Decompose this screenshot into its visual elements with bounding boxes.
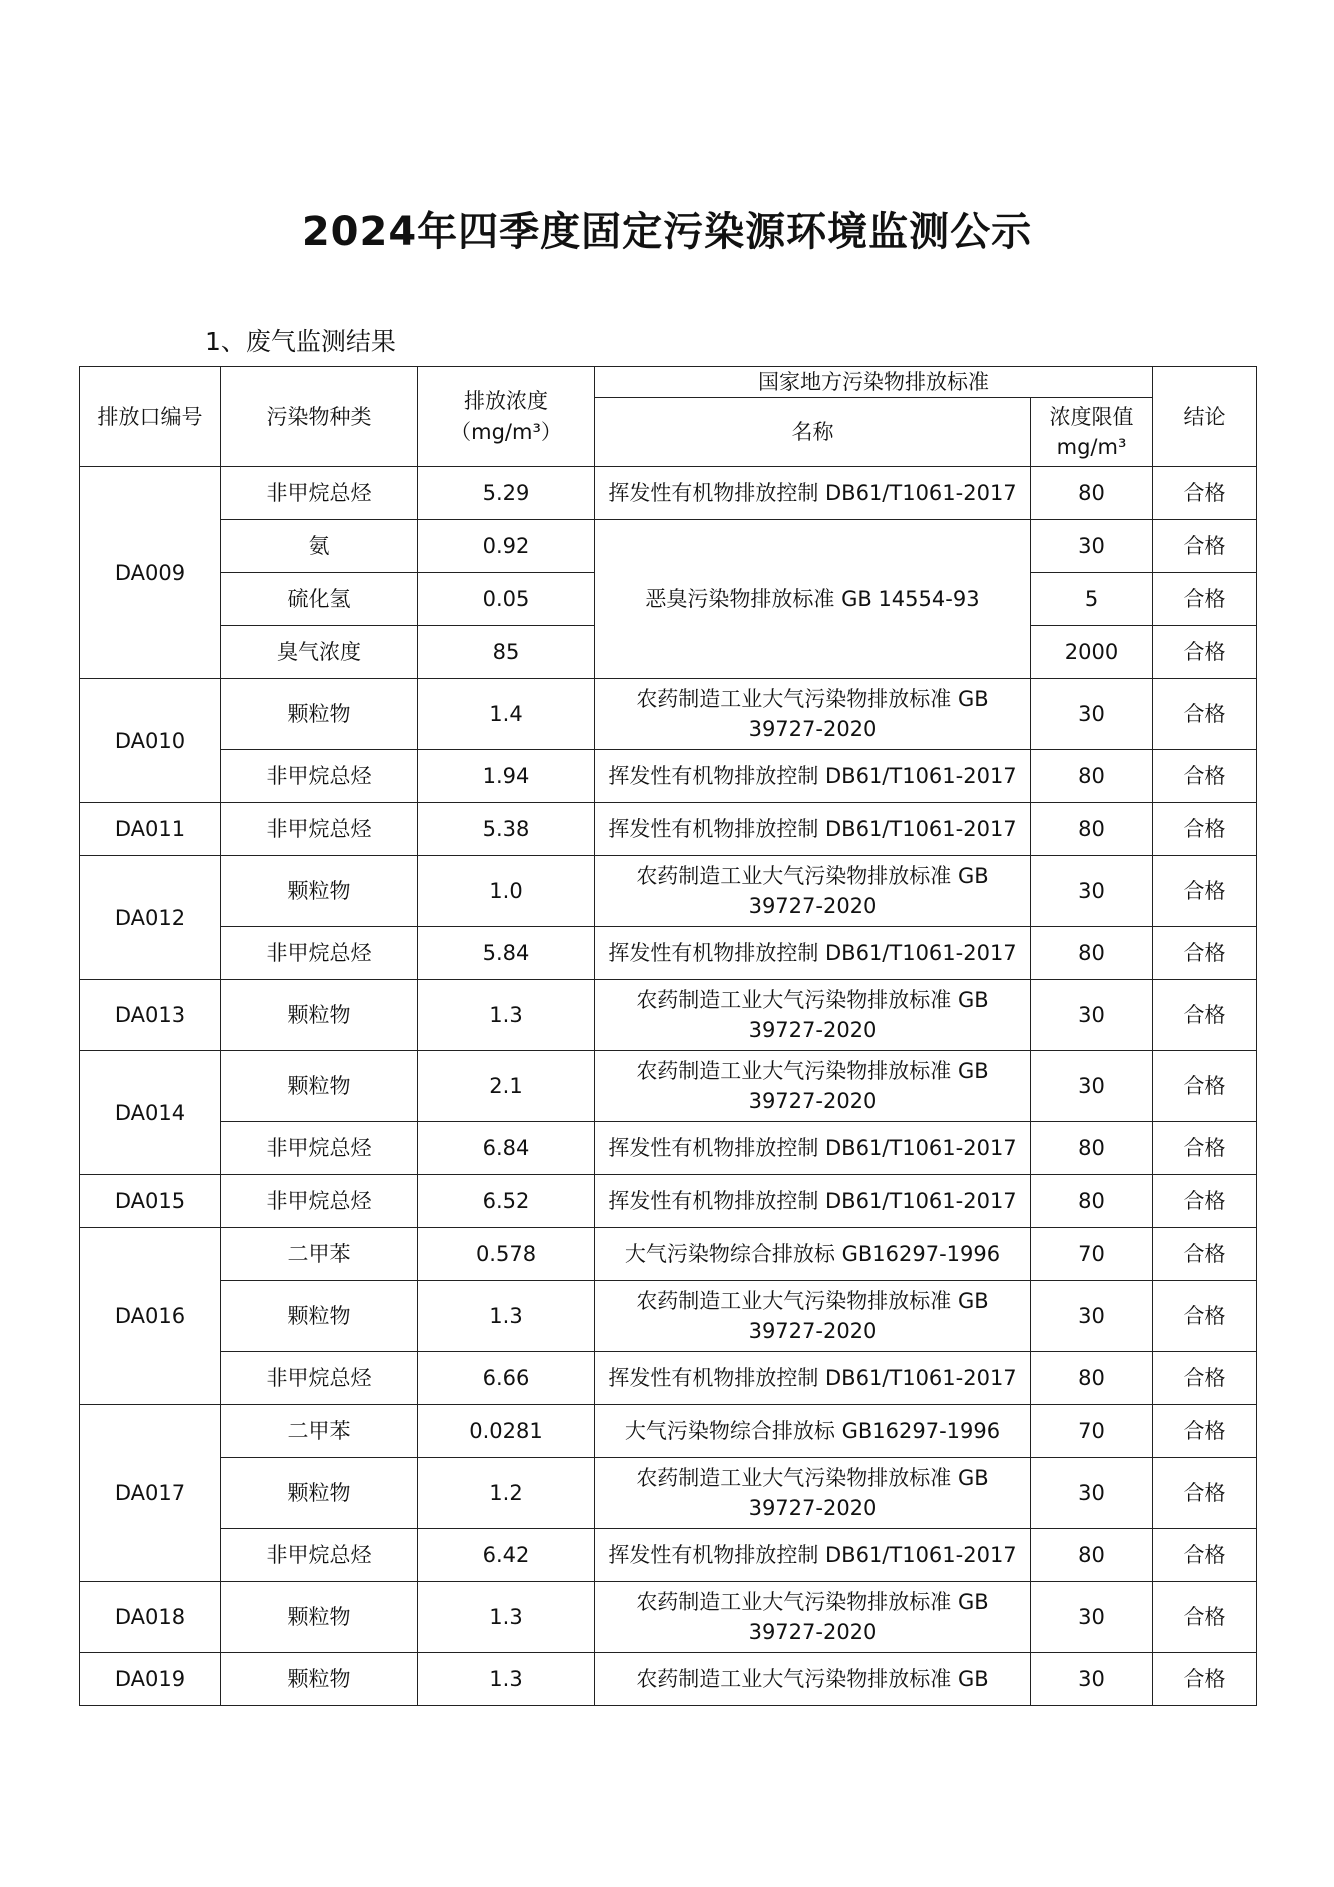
outlet-cell: DA018	[80, 1582, 221, 1653]
pollutant-cell: 氨	[221, 520, 418, 573]
table-row	[80, 1653, 1257, 1706]
table-row	[80, 750, 1257, 803]
pollutant-cell: 二甲苯	[221, 1405, 418, 1458]
standard-cell: 农药制造工业大气污染物排放标准 GB 39727-2020	[595, 1281, 1031, 1352]
outlet-cell: DA015	[80, 1175, 221, 1228]
concentration-cell: 1.3	[418, 980, 595, 1051]
table-row	[80, 1281, 1257, 1352]
concentration-cell: 5.38	[418, 803, 595, 856]
concentration-cell: 6.84	[418, 1122, 595, 1175]
limit-cell: 30	[1031, 1051, 1153, 1122]
standard-cell: 农药制造工业大气污染物排放标准 GB 39727-2020	[595, 1582, 1031, 1653]
concentration-cell: 1.2	[418, 1458, 595, 1529]
limit-cell: 80	[1031, 927, 1153, 980]
result-cell: 合格	[1153, 856, 1257, 927]
standard-cell: 挥发性有机物排放控制 DB61/T1061-2017	[595, 803, 1031, 856]
limit-cell: 70	[1031, 1405, 1153, 1458]
header-limit	[1031, 398, 1153, 467]
limit-cell: 80	[1031, 1529, 1153, 1582]
header-concentration-label: 排放浓度	[464, 389, 548, 414]
standard-cell: 农药制造工业大气污染物排放标准 GB 39727-2020	[595, 1458, 1031, 1529]
waste-gas-results-table	[79, 366, 1257, 1706]
pollutant-cell: 非甲烷总烃	[221, 750, 418, 803]
result-cell: 合格	[1153, 1458, 1257, 1529]
pollutant-cell: 颗粒物	[221, 1458, 418, 1529]
pollutant-cell: 非甲烷总烃	[221, 1175, 418, 1228]
table-row	[80, 1458, 1257, 1529]
concentration-cell: 1.0	[418, 856, 595, 927]
limit-cell: 80	[1031, 803, 1153, 856]
pollutant-cell: 颗粒物	[221, 980, 418, 1051]
pollutant-cell: 非甲烷总烃	[221, 1122, 418, 1175]
table-row	[80, 467, 1257, 520]
standard-cell: 挥发性有机物排放控制 DB61/T1061-2017	[595, 1529, 1031, 1582]
result-cell: 合格	[1153, 1122, 1257, 1175]
result-cell: 合格	[1153, 1529, 1257, 1582]
concentration-cell: 1.3	[418, 1281, 595, 1352]
concentration-cell: 6.52	[418, 1175, 595, 1228]
standard-cell: 农药制造工业大气污染物排放标准 GB 39727-2020	[595, 980, 1031, 1051]
limit-cell: 30	[1031, 679, 1153, 750]
outlet-cell: DA011	[80, 803, 221, 856]
pollutant-cell: 颗粒物	[221, 1653, 418, 1706]
pollutant-cell: 二甲苯	[221, 1228, 418, 1281]
header-conclusion: 结论	[1153, 367, 1257, 467]
result-cell: 合格	[1153, 1281, 1257, 1352]
outlet-cell: DA012	[80, 856, 221, 980]
result-cell: 合格	[1153, 1405, 1257, 1458]
table-row	[80, 520, 1257, 573]
result-cell: 合格	[1153, 1051, 1257, 1122]
standard-cell: 挥发性有机物排放控制 DB61/T1061-2017	[595, 750, 1031, 803]
concentration-cell: 0.05	[418, 573, 595, 626]
pollutant-cell: 非甲烷总烃	[221, 467, 418, 520]
standard-cell: 农药制造工业大气污染物排放标准 GB 39727-2020	[595, 856, 1031, 927]
table-row	[80, 1352, 1257, 1405]
limit-cell: 30	[1031, 1653, 1153, 1706]
table-row	[80, 1228, 1257, 1281]
result-cell: 合格	[1153, 750, 1257, 803]
concentration-cell: 6.66	[418, 1352, 595, 1405]
result-cell: 合格	[1153, 1653, 1257, 1706]
page-title: 2024年四季度固定污染源环境监测公示	[301, 209, 1033, 255]
outlet-cell: DA010	[80, 679, 221, 803]
outlet-cell: DA013	[80, 980, 221, 1051]
pollutant-cell: 颗粒物	[221, 1051, 418, 1122]
limit-cell: 80	[1031, 750, 1153, 803]
table-row	[80, 856, 1257, 927]
table-row	[80, 1122, 1257, 1175]
section-heading: 1、废气监测结果	[205, 327, 396, 356]
table-row	[80, 1582, 1257, 1653]
pollutant-cell: 非甲烷总烃	[221, 1529, 418, 1582]
concentration-cell: 1.4	[418, 679, 595, 750]
outlet-cell: DA017	[80, 1405, 221, 1582]
standard-cell: 农药制造工业大气污染物排放标准 GB	[595, 1653, 1031, 1706]
table-row	[80, 927, 1257, 980]
limit-cell: 80	[1031, 467, 1153, 520]
limit-cell: 30	[1031, 1281, 1153, 1352]
standard-cell: 农药制造工业大气污染物排放标准 GB 39727-2020	[595, 1051, 1031, 1122]
standard-cell: 大气污染物综合排放标 GB16297-1996	[595, 1405, 1031, 1458]
pollutant-cell: 颗粒物	[221, 1582, 418, 1653]
header-standard-name: 名称	[595, 398, 1031, 467]
table-row	[80, 679, 1257, 750]
header-pollutant: 污染物种类	[221, 367, 418, 467]
concentration-cell: 5.29	[418, 467, 595, 520]
table-row	[80, 803, 1257, 856]
concentration-cell: 1.3	[418, 1582, 595, 1653]
standard-cell: 挥发性有机物排放控制 DB61/T1061-2017	[595, 927, 1031, 980]
result-cell: 合格	[1153, 573, 1257, 626]
table-row	[80, 1051, 1257, 1122]
pollutant-cell: 非甲烷总烃	[221, 927, 418, 980]
limit-cell: 30	[1031, 1582, 1153, 1653]
concentration-cell: 1.94	[418, 750, 595, 803]
concentration-cell: 0.578	[418, 1228, 595, 1281]
standard-cell: 农药制造工业大气污染物排放标准 GB 39727-2020	[595, 679, 1031, 750]
result-cell: 合格	[1153, 679, 1257, 750]
concentration-cell: 6.42	[418, 1529, 595, 1582]
pollutant-cell: 臭气浓度	[221, 626, 418, 679]
standard-cell: 挥发性有机物排放控制 DB61/T1061-2017	[595, 1352, 1031, 1405]
concentration-cell: 5.84	[418, 927, 595, 980]
table-row	[80, 1175, 1257, 1228]
concentration-cell: 2.1	[418, 1051, 595, 1122]
concentration-cell: 0.0281	[418, 1405, 595, 1458]
outlet-cell: DA009	[80, 467, 221, 679]
result-cell: 合格	[1153, 927, 1257, 980]
limit-cell: 30	[1031, 856, 1153, 927]
header-limit-unit: mg/m³	[1056, 435, 1127, 460]
header-concentration	[418, 367, 595, 467]
limit-cell: 2000	[1031, 626, 1153, 679]
limit-cell: 30	[1031, 520, 1153, 573]
limit-cell: 80	[1031, 1175, 1153, 1228]
pollutant-cell: 颗粒物	[221, 679, 418, 750]
result-cell: 合格	[1153, 1582, 1257, 1653]
result-cell: 合格	[1153, 1352, 1257, 1405]
outlet-cell: DA019	[80, 1653, 221, 1706]
table-row	[80, 1405, 1257, 1458]
concentration-cell: 85	[418, 626, 595, 679]
result-cell: 合格	[1153, 467, 1257, 520]
header-standard-group: 国家地方污染物排放标准	[595, 367, 1153, 398]
standard-cell: 挥发性有机物排放控制 DB61/T1061-2017	[595, 1122, 1031, 1175]
table-row	[80, 980, 1257, 1051]
standard-cell: 恶臭污染物排放标准 GB 14554-93	[595, 520, 1031, 679]
pollutant-cell: 硫化氢	[221, 573, 418, 626]
limit-cell: 80	[1031, 1122, 1153, 1175]
table-row	[80, 1529, 1257, 1582]
pollutant-cell: 非甲烷总烃	[221, 803, 418, 856]
result-cell: 合格	[1153, 1175, 1257, 1228]
standard-cell: 挥发性有机物排放控制 DB61/T1061-2017	[595, 1175, 1031, 1228]
pollutant-cell: 非甲烷总烃	[221, 1352, 418, 1405]
limit-cell: 5	[1031, 573, 1153, 626]
concentration-cell: 0.92	[418, 520, 595, 573]
result-cell: 合格	[1153, 520, 1257, 573]
standard-cell: 挥发性有机物排放控制 DB61/T1061-2017	[595, 467, 1031, 520]
header-concentration-unit: （mg/m³）	[450, 419, 562, 444]
pollutant-cell: 颗粒物	[221, 856, 418, 927]
limit-cell: 80	[1031, 1352, 1153, 1405]
result-cell: 合格	[1153, 1228, 1257, 1281]
limit-cell: 30	[1031, 980, 1153, 1051]
standard-cell: 大气污染物综合排放标 GB16297-1996	[595, 1228, 1031, 1281]
limit-cell: 70	[1031, 1228, 1153, 1281]
result-cell: 合格	[1153, 803, 1257, 856]
pollutant-cell: 颗粒物	[221, 1281, 418, 1352]
result-cell: 合格	[1153, 626, 1257, 679]
result-cell: 合格	[1153, 980, 1257, 1051]
outlet-cell: DA016	[80, 1228, 221, 1405]
limit-cell: 30	[1031, 1458, 1153, 1529]
header-limit-label: 浓度限值	[1049, 405, 1134, 429]
concentration-cell: 1.3	[418, 1653, 595, 1706]
header-outlet: 排放口编号	[80, 367, 221, 467]
outlet-cell: DA014	[80, 1051, 221, 1175]
